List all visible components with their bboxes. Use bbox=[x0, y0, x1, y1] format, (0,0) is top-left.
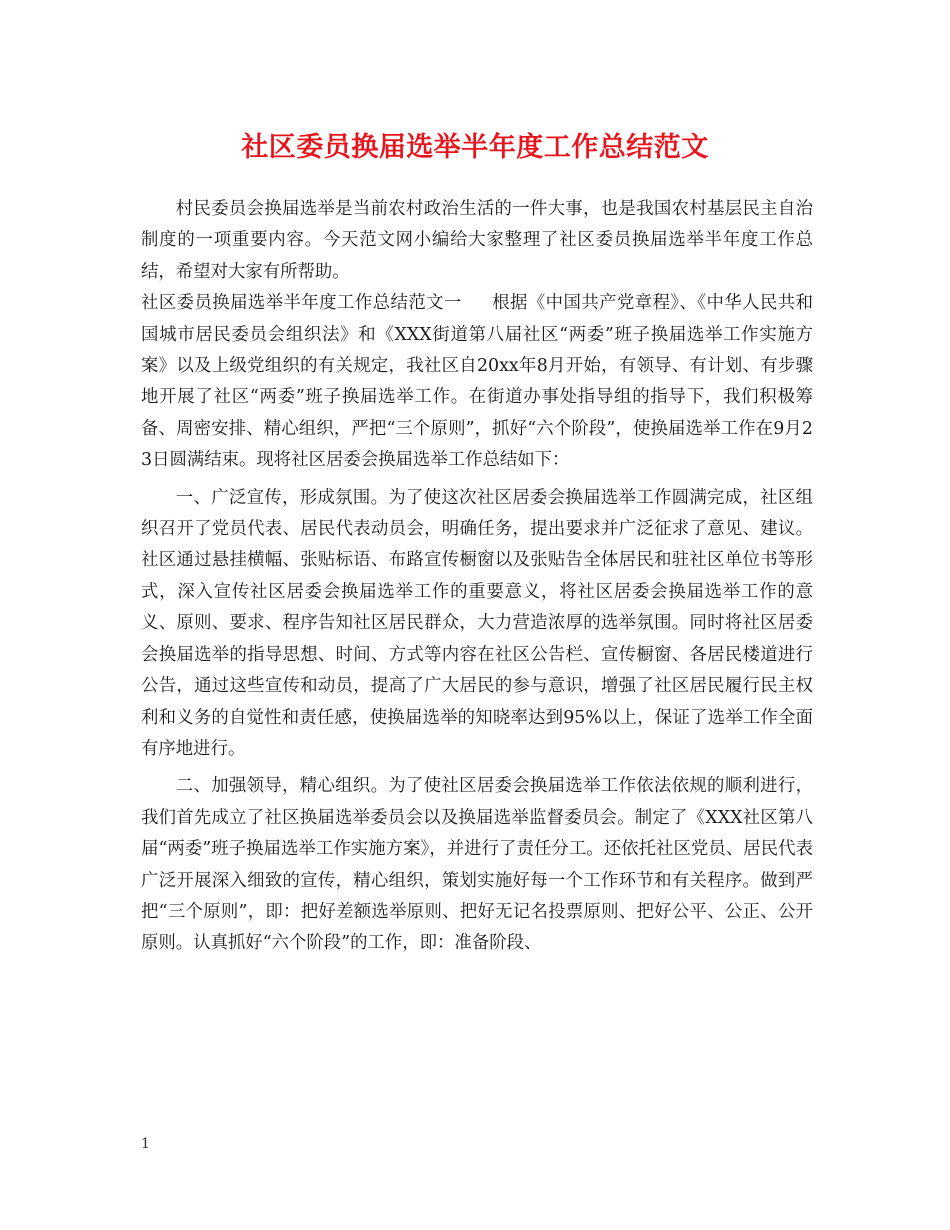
section-paragraph bbox=[141, 288, 813, 476]
document-body bbox=[141, 194, 813, 960]
paragraph-publicity: 一、广泛宣传，形成氛围。为了使这次社区居委会换届选举工作圆满完成，社区组织召开了党员代表、居民代表动员会，明确任务，提出要求并广泛征求了意见、建议。社区通过悬挂横幅、张贴标语、布路宣传橱窗以及张贴告全体居民和驻社区单位书等形式，深入宣传社区居委会换届选举工作的重要意义，将社区居委会换届选举工作的意义、原则、要求、程序告知社区居民群众，大力营造浓厚的选举氛围。同时将社区居委会换届选举的指导思想、时间、方式等内容在社区公告栏、宣传橱窗、各居民楼道进行公告，通过这些宣传和动员，提高了广大居民的参与意识，增强了社区居民履行民主权利和义务的自觉性和责任感，使换届选举的知晓率达到95%以上，保证了选举工作全面有序地进行。 bbox=[141, 487, 813, 759]
section-heading: 社区委员换届选举半年度工作总结范文一 bbox=[141, 293, 462, 314]
page-number: 1 bbox=[141, 1136, 150, 1152]
section-body: 根据《中国共产党章程》、《中华人民共和国城市居民委员会组织法》和《XXX街道第八届社区“两委”班子换届选举工作实施方案》以及上级党组织的有关规定，我社区自20xx年8月开始，有领导、有计划、有步骤地开展了社区“两委”班子换届选举工作。在街道办事处指导组的指导下，我们积极筹备、周密安排、精心组织，严把“三个原则”，抓好“六个阶段”，使换届选举工作在9月23日圆满结束。现将社区居委会换届选举工作总结如下： bbox=[141, 293, 813, 471]
paragraph-leadership: 二、加强领导，精心组织。为了使社区居委会换届选举工作依法依规的顺利进行，我们首先成立了社区换届选举委员会以及换届选举监督委员会。制定了《XXX社区第八届“两委”班子换届选举工作实施方案》，并进行了责任分工。还依托社区党员、居民代表广泛开展深入细致的宣传，精心组织，策划实施好每一个工作环节和有关程序。做到严把“三个原则”，即：把好差额选举原则、把好无记名投票原则、把好公平、公正、公开原则。认真抓好“六个阶段”的工作，即：准备阶段、 bbox=[141, 776, 813, 954]
intro-paragraph: 村民委员会换届选举是当前农村政治生活的一件大事，也是我国农村基层民主自治制度的一项重要内容。今天范文网小编给大家整理了社区委员换届选举半年度工作总结，希望对大家有所帮助。 bbox=[141, 199, 813, 282]
document-title: 社区委员换届选举半年度工作总结范文 bbox=[241, 132, 709, 163]
